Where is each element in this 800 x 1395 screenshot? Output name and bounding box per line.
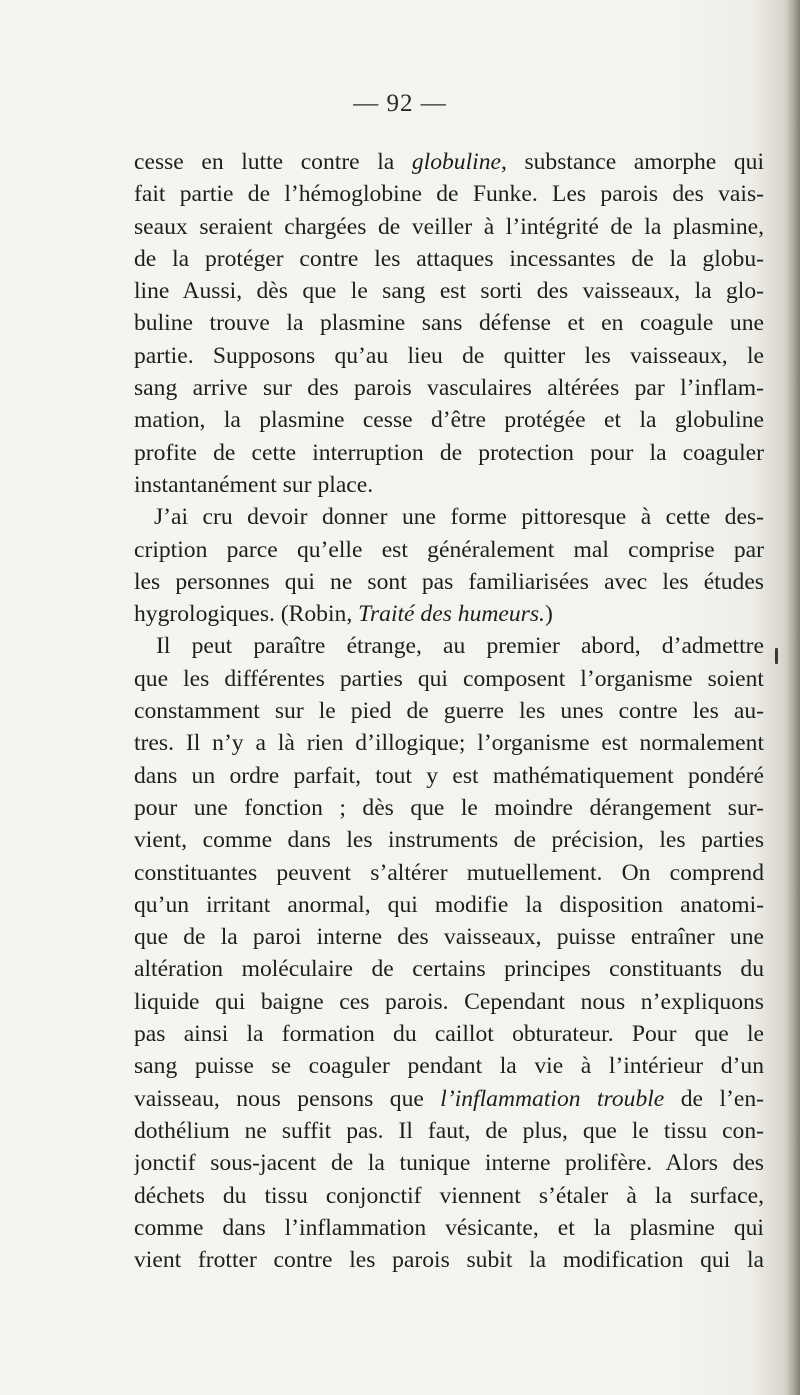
- text-line: altération moléculaire de certains principes constituants du: [134, 956, 764, 983]
- text-line: pour une fonction ; dès que le moindre dérangement sur-: [134, 794, 764, 821]
- text-line: instantanément sur place.: [134, 471, 374, 498]
- text-line: Il peut paraître étrange, au premier abord, d’admettre: [156, 633, 764, 660]
- text-line: dans un ordre parfait, tout y est mathématiquement pondéré: [134, 762, 764, 789]
- text-line: J’ai cru devoir donner une forme pittoresque à cette des-: [154, 504, 764, 531]
- text-line: sang puisse se coaguler pendant la vie à l’intérieur d’un: [134, 1053, 764, 1080]
- text-line: vient, comme dans les instruments de précision, les parties: [134, 827, 764, 854]
- text-line: cesse en lutte contre la globuline, substance amorphe qui: [134, 149, 764, 175]
- text-line: seaux seraient chargées de veiller à l’intégrité de la plasmine,: [134, 213, 764, 240]
- text-line: partie. Supposons qu’au lieu de quitter les vaisseaux, le: [134, 342, 764, 369]
- page-edge-shadow: [786, 0, 800, 1395]
- text-line: que de la paroi interne des vaisseaux, puisse entraîner une: [134, 924, 764, 951]
- text-line: comme dans l’inflammation vésicante, et la plasmine qui: [134, 1214, 764, 1241]
- text-line: line Aussi, dès que le sang est sorti des vaisseaux, la glo-: [134, 278, 764, 305]
- text-line: déchets du tissu conjonctif viennent s’étaler à la surface,: [134, 1182, 764, 1209]
- text-line: profite de cette interruption de protection pour la coaguler: [134, 439, 764, 466]
- text-line: mation, la plasmine cesse d’être protégée et la globuline: [134, 407, 764, 434]
- text-line: qu’un irritant anormal, qui modifie la disposition anatomi-: [134, 891, 764, 918]
- text-line: fait partie de l’hémoglobine de Funke. Les parois des vais-: [134, 181, 764, 208]
- text-line: cription parce qu’elle est généralement mal comprise par: [134, 536, 764, 563]
- body-text: [134, 146, 764, 1276]
- text-line: buline trouve la plasmine sans défense et en coagule une: [134, 310, 764, 337]
- text-line: dothélium ne suffit pas. Il faut, de plus, que le tissu con-: [134, 1117, 764, 1144]
- text-line: de la protéger contre les attaques incessantes de la globu-: [134, 245, 764, 272]
- page-number: — 92 —: [353, 90, 447, 117]
- text-line: vient frotter contre les parois subit la modification qui la: [134, 1247, 764, 1274]
- text-line: tres. Il n’y a là rien d’illogique; l’organisme est normalement: [134, 730, 764, 757]
- text-line: vaisseau, nous pensons que l’inflammation trouble de l’en-: [134, 1085, 764, 1112]
- margin-mark: [775, 648, 778, 664]
- text-line: constituantes peuvent s’altérer mutuellement. On comprend: [134, 859, 764, 886]
- text-line: liquide qui baigne ces parois. Cependant nous n’expliquons: [134, 988, 764, 1015]
- text-line: les personnes qui ne sont pas familiarisées avec les études: [134, 568, 764, 595]
- text-line: sang arrive sur des parois vasculaires altérées par l’inflam-: [134, 375, 764, 402]
- text-line: jonctif sous-jacent de la tunique interne prolifère. Alors des: [134, 1150, 764, 1177]
- text-line: hygrologiques. (Robin, Traité des humeurs.): [134, 601, 553, 628]
- text-line: que les différentes parties qui composent l’organisme soient: [134, 665, 764, 692]
- text-line: constamment sur le pied de guerre les unes contre les au-: [134, 698, 764, 725]
- text-line: pas ainsi la formation du caillot obturateur. Pour que le: [134, 1021, 764, 1048]
